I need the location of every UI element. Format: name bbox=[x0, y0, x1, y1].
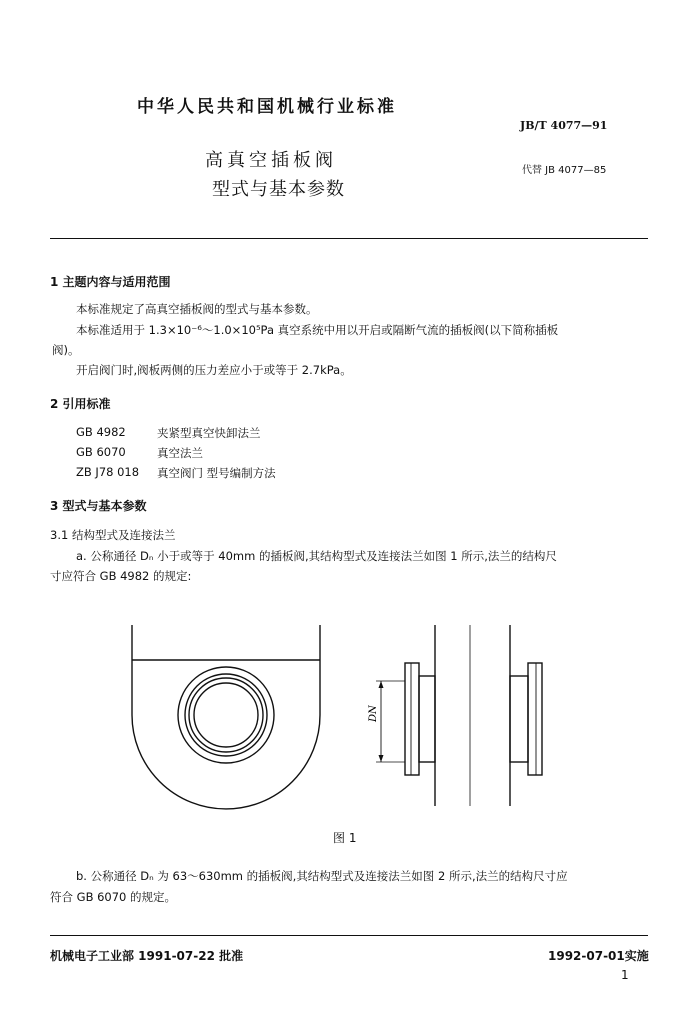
document-title: 高真空插板阀 bbox=[205, 150, 337, 171]
reference-code: ZB J78 018 bbox=[76, 465, 140, 479]
item-b-text: b. 公称通径 Dₙ 为 63～630mm 的插板阀,其结构型式及连接法兰如图 2 所示,法兰的结构尺寸应 bbox=[76, 869, 568, 883]
reference-name: 真空阀门 型号编制方法 bbox=[157, 466, 276, 480]
header-rule bbox=[50, 238, 648, 239]
item-a-text: a. 公称通径 Dₙ 小于或等于 40mm 的插板阀,其结构型式及连接法兰如图 1 所示,法兰的结构尺 bbox=[76, 549, 557, 563]
bore-circle bbox=[194, 683, 258, 747]
document-subtitle: 型式与基本参数 bbox=[212, 179, 345, 200]
arrowhead-bottom bbox=[379, 755, 384, 762]
section-1-paragraph-1: 本标准规定了高真空插板阀的型式与基本参数。 bbox=[76, 302, 318, 316]
reference-name: 真空法兰 bbox=[157, 446, 203, 460]
flange-outer-ring bbox=[178, 667, 274, 763]
page-number: 1 bbox=[621, 968, 629, 982]
right-neck bbox=[510, 676, 528, 762]
flange-inner-ring bbox=[189, 678, 263, 752]
approval-note: 机械电子工业部 1991-07-22 批准 bbox=[50, 949, 244, 963]
item-b-text-cont: 符合 GB 6070 的规定。 bbox=[50, 890, 177, 904]
footer-rule bbox=[50, 935, 648, 936]
reference-code: GB 4982 bbox=[76, 425, 126, 439]
section-3-heading: 3 型式与基本参数 bbox=[50, 499, 147, 513]
replaces-note: 代替 JB 4077—85 bbox=[522, 165, 607, 176]
item-a-text-cont: 寸应符合 GB 4982 的规定: bbox=[50, 569, 192, 583]
standard-category-heading: 中华人民共和国机械行业标准 bbox=[137, 97, 397, 117]
section-1-paragraph-2: 本标准适用于 1.3×10⁻⁶～1.0×10⁵Pa 真空系统中用以开启或隔断气流的插板阀(以下简称插板 bbox=[76, 323, 559, 337]
left-flange bbox=[405, 663, 419, 775]
valve-body-outline bbox=[132, 625, 320, 809]
left-neck bbox=[419, 676, 435, 762]
section-3-1-heading: 3.1 结构型式及连接法兰 bbox=[50, 528, 176, 542]
section-1-paragraph-3: 开启阀门时,阀板两侧的压力差应小于或等于 2.7kPa。 bbox=[76, 363, 352, 377]
effective-date: 1992-07-01实施 bbox=[548, 949, 649, 963]
dimension-label-dn: DN bbox=[368, 705, 379, 722]
flange-middle-ring bbox=[185, 674, 267, 756]
reference-name: 夹紧型真空快卸法兰 bbox=[157, 426, 261, 440]
arrowhead-top bbox=[379, 681, 384, 688]
section-1-heading: 1 主题内容与适用范围 bbox=[50, 275, 171, 289]
standard-code: JB/T 4077—91 bbox=[520, 119, 608, 132]
section-1-paragraph-2-cont: 阀)。 bbox=[52, 343, 80, 357]
reference-code: GB 6070 bbox=[76, 445, 126, 459]
section-2-heading: 2 引用标准 bbox=[50, 397, 111, 411]
right-flange bbox=[528, 663, 542, 775]
figure-1-caption: 图 1 bbox=[333, 831, 357, 845]
figure-1-drawing bbox=[0, 600, 686, 820]
